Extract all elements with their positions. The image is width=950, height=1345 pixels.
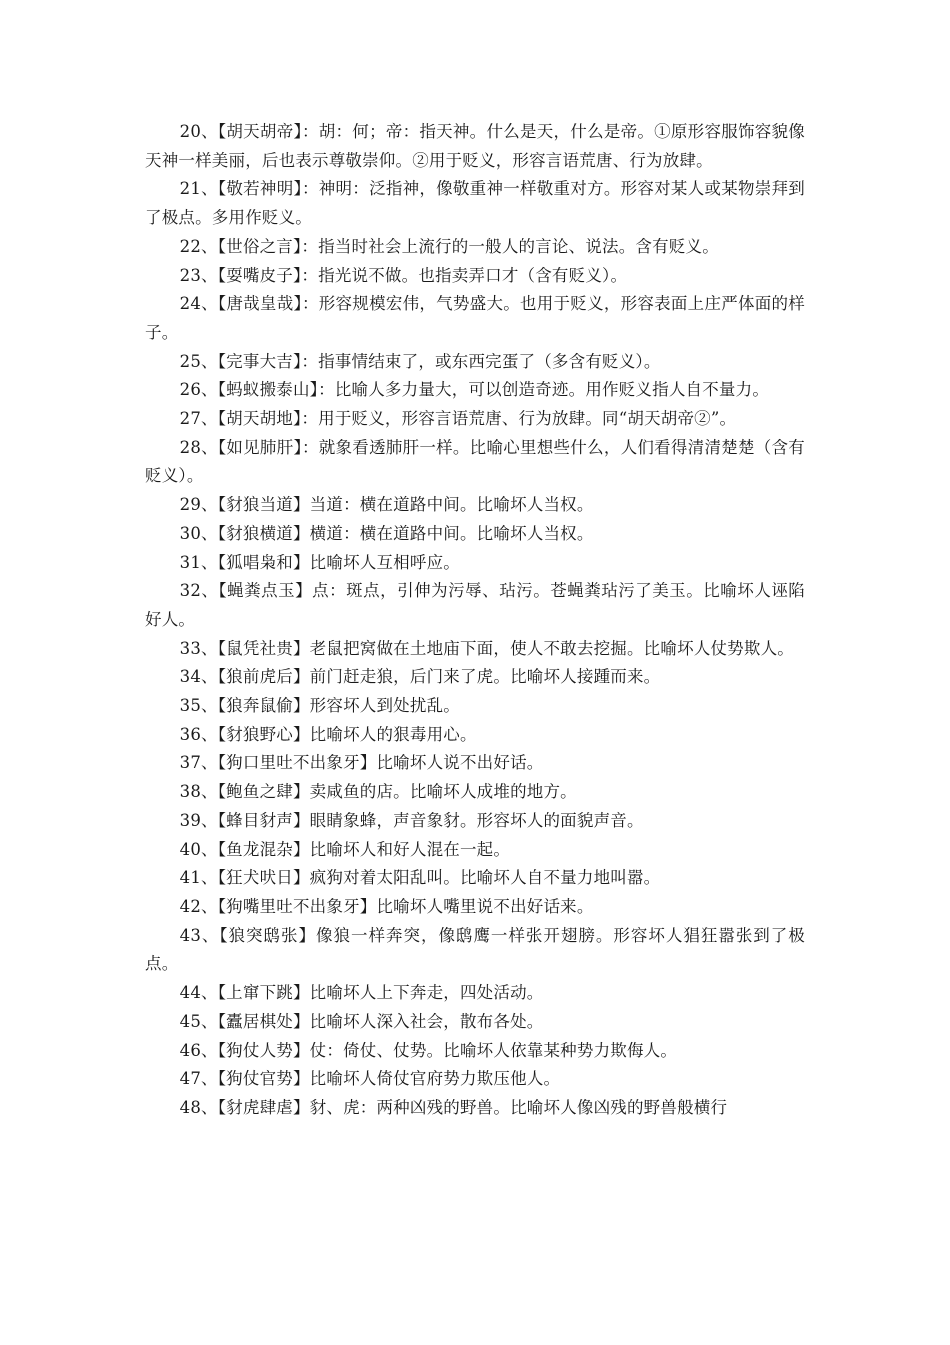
idiom-entry-25: 25、【完事大吉】：指事情结束了，或东西完蛋了（多含有贬义）。: [179, 351, 661, 371]
idiom-entry-24: 24、【唐哉皇哉】：形容规模宏伟，气势盛大。也用于贬义，形容表面上庄严体面的样子。: [145, 294, 805, 342]
document-body: [145, 118, 805, 1123]
idiom-entry-40: 40、【鱼龙混杂】比喻坏人和好人混在一起。: [179, 839, 511, 859]
idiom-entry-26: 26、【蚂蚁搬泰山】：比喻人多力量大，可以创造奇迹。用作贬义指人自不量力。: [179, 380, 770, 400]
idiom-entry-28: 28、【如见肺肝】：就象看透肺肝一样。比喻心里想些什么，人们看得清清楚楚（含有贬义）。: [145, 437, 805, 486]
idiom-entry-20: 20、【胡天胡帝】：胡：何；帝：指天神。什么是天，什么是帝。①原形容服饰容貌像天神一样美丽，后也表示尊敬崇仰。②用于贬义，形容言语荒唐、行为放肆。: [145, 122, 805, 170]
idiom-entry-22: 22、【世俗之言】：指当时社会上流行的一般人的言论、说法。含有贬义。: [179, 236, 719, 256]
idiom-entry-47: 47、【狗仗官势】比喻坏人倚仗官府势力欺压他人。: [179, 1069, 561, 1089]
idiom-entry-31: 31、【狐唱枭和】比喻坏人互相呼应。: [179, 552, 460, 572]
idiom-entry-42: 42、【狗嘴里吐不出象牙】比喻坏人嘴里说不出好话来。: [179, 896, 594, 916]
idiom-entry-29: 29、【豺狼当道】当道：横在道路中间。比喻坏人当权。: [179, 495, 594, 515]
idiom-entry-45: 45、【蠹居棋处】比喻坏人深入社会，散布各处。: [179, 1011, 544, 1031]
idiom-entry-36: 36、【豺狼野心】比喻坏人的狠毒用心。: [179, 724, 477, 744]
idiom-entry-44: 44、【上窜下跳】比喻坏人上下奔走，四处活动。: [179, 983, 544, 1003]
idiom-entry-39: 39、【蜂目豺声】眼睛象蜂，声音象豺。形容坏人的面貌声音。: [179, 810, 644, 830]
idiom-entry-46: 46、【狗仗人势】仗：倚仗、仗势。比喻坏人依靠某种势力欺侮人。: [179, 1040, 678, 1060]
idiom-entry-30: 30、【豺狼横道】横道：横在道路中间。比喻坏人当权。: [179, 523, 594, 543]
idiom-entry-35: 35、【狼奔鼠偷】形容坏人到处扰乱。: [179, 696, 460, 716]
idiom-entry-37: 37、【狗口里吐不出象牙】比喻坏人说不出好话。: [179, 753, 544, 773]
idiom-entry-21: 21、【敬若神明】：神明：泛指神，像敬重神一样敬重对方。形容对某人或某物崇拜到了极点。多用作贬义。: [145, 179, 805, 228]
idiom-entry-48: 48、【豺虎肆虐】豺、虎：两种凶残的野兽。比喻坏人像凶残的野兽般横行: [179, 1097, 728, 1117]
idiom-entry-33: 33、【鼠凭社贵】老鼠把窝做在土地庙下面，使人不敢去挖掘。比喻坏人仗势欺人。: [179, 638, 794, 658]
idiom-entry-43: 43、【狼突鸱张】像狼一样奔突，像鸱鹰一样张开翅膀。形容坏人猖狂嚣张到了极点。: [145, 925, 805, 974]
idiom-entry-23: 23、【耍嘴皮子】：指光说不做。也指卖弄口才（含有贬义）。: [179, 265, 628, 285]
idiom-entry-27: 27、【胡天胡地】：用于贬义，形容言语荒唐、行为放肆。同“胡天胡帝②”。: [179, 409, 737, 429]
idiom-entry-32: 32、【蝇粪点玉】点：斑点，引伸为污辱、玷污。苍蝇粪玷污了美玉。比喻坏人诬陷好人。: [145, 581, 805, 629]
idiom-entry-34: 34、【狼前虎后】前门赶走狼，后门来了虎。比喻坏人接踵而来。: [179, 667, 661, 687]
idiom-entry-41: 41、【狂犬吠日】疯狗对着太阳乱叫。比喻坏人自不量力地叫嚣。: [179, 868, 661, 888]
idiom-entry-38: 38、【鲍鱼之肆】卖咸鱼的店。比喻坏人成堆的地方。: [179, 782, 577, 802]
